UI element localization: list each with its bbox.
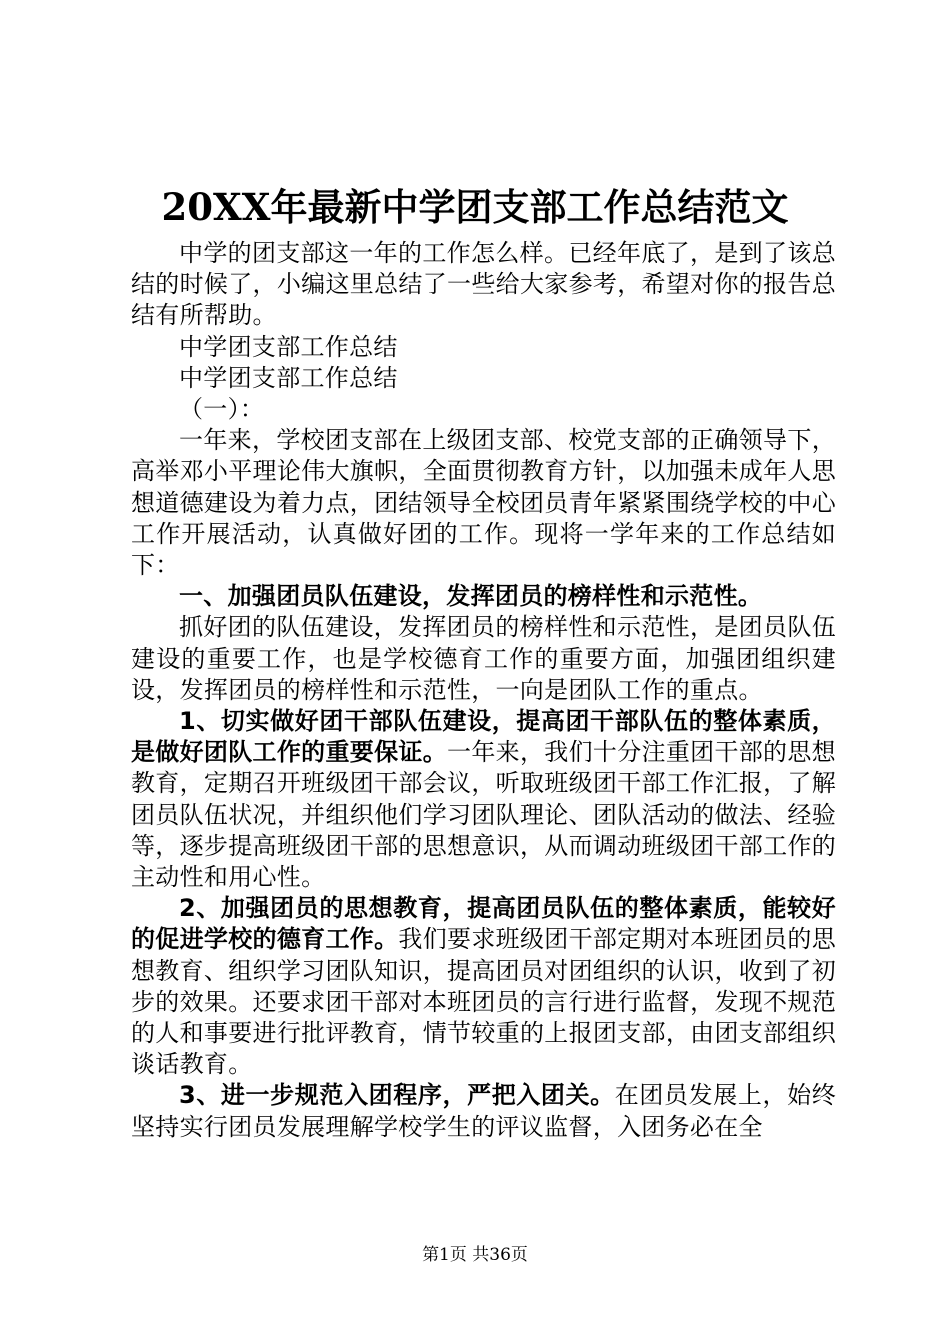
- paragraph-text: 我们要求班级团干部定期对本班团员的思想教育、组织学习团队知识，提高团员对团组织的认识，收到了初步的效果。还要求团干部对本班团员的言行进行监督，发现不规范的人和事要进行批评教育，情节较重的上报团支部，由团支部组织谈话教育。: [131, 925, 836, 1079]
- paragraph-subtitle: [131, 363, 836, 394]
- document-body: [131, 238, 836, 1143]
- item-lead: 2、加强团员的思想教育，提高团员队伍的整体素质，能较好的促进学校的德育工作。: [131, 894, 836, 954]
- paragraph-text: 一年来，学校团支部在上级团支部、校党支部的正确领导下，高举邓小平理论伟大旗帜，全面贯彻教育方针，以加强未成年人思想道德建设为着力点，团结领导全校团员青年紧紧围绕学校的中心工作开展活动，认真做好团的工作。现将一学年来的工作总结如下：: [131, 426, 836, 580]
- paragraph-item: [131, 893, 836, 1080]
- item-lead: 3、进一步规范入团程序，严把入团关。: [179, 1081, 615, 1110]
- paragraph-text: 一年来，我们十分注重团干部的思想教育，定期召开班级团干部会议，听取班级团干部工作汇报，了解团员队伍状况，并组织他们学习团队理论、团队活动的做法、经验等，逐步提高班级团干部的思想意识，从而调动班级团干部工作的主动性和用心性。: [131, 738, 836, 892]
- paragraph-body: [131, 612, 836, 706]
- paragraph-text: 在团员发展上，始终坚持实行团员发展理解学校学生的评议监督，入团务必在全: [131, 1081, 836, 1141]
- paragraph-text: （一）：: [179, 395, 265, 424]
- page-footer: 第1页 共36页: [422, 1245, 528, 1265]
- section-heading: [131, 581, 836, 612]
- paragraph-body: [131, 425, 836, 581]
- paragraph-item: [131, 1080, 836, 1142]
- page-title: 20XX年最新中学团支部工作总结范文: [161, 185, 789, 229]
- paragraph-text: 中学的团支部这一年的工作怎么样。已经年底了，是到了该总结的时候了，小编这里总结了一些给大家参考，希望对你的报告总结有所帮助。: [131, 239, 836, 330]
- paragraph-text: 中学团支部工作总结: [179, 363, 398, 392]
- paragraph-intro: [131, 238, 836, 332]
- paragraph-section-number: [131, 394, 836, 425]
- paragraph-text: 中学团支部工作总结: [179, 332, 398, 361]
- heading-text: 一、加强团员队伍建设，发挥团员的榜样性和示范性。: [179, 582, 763, 611]
- paragraph-item: [131, 706, 836, 893]
- paragraph-text: 抓好团的队伍建设，发挥团员的榜样性和示范性，是团员队伍建设的重要工作，也是学校德育工作的重要方面，加强团组织建设，发挥团员的榜样性和示范性，一向是团队工作的重点。: [131, 613, 836, 704]
- paragraph-subtitle: [131, 332, 836, 363]
- item-lead: 1、切实做好团干部队伍建设，提高团干部队伍的整体素质，是做好团队工作的重要保证。: [131, 707, 836, 767]
